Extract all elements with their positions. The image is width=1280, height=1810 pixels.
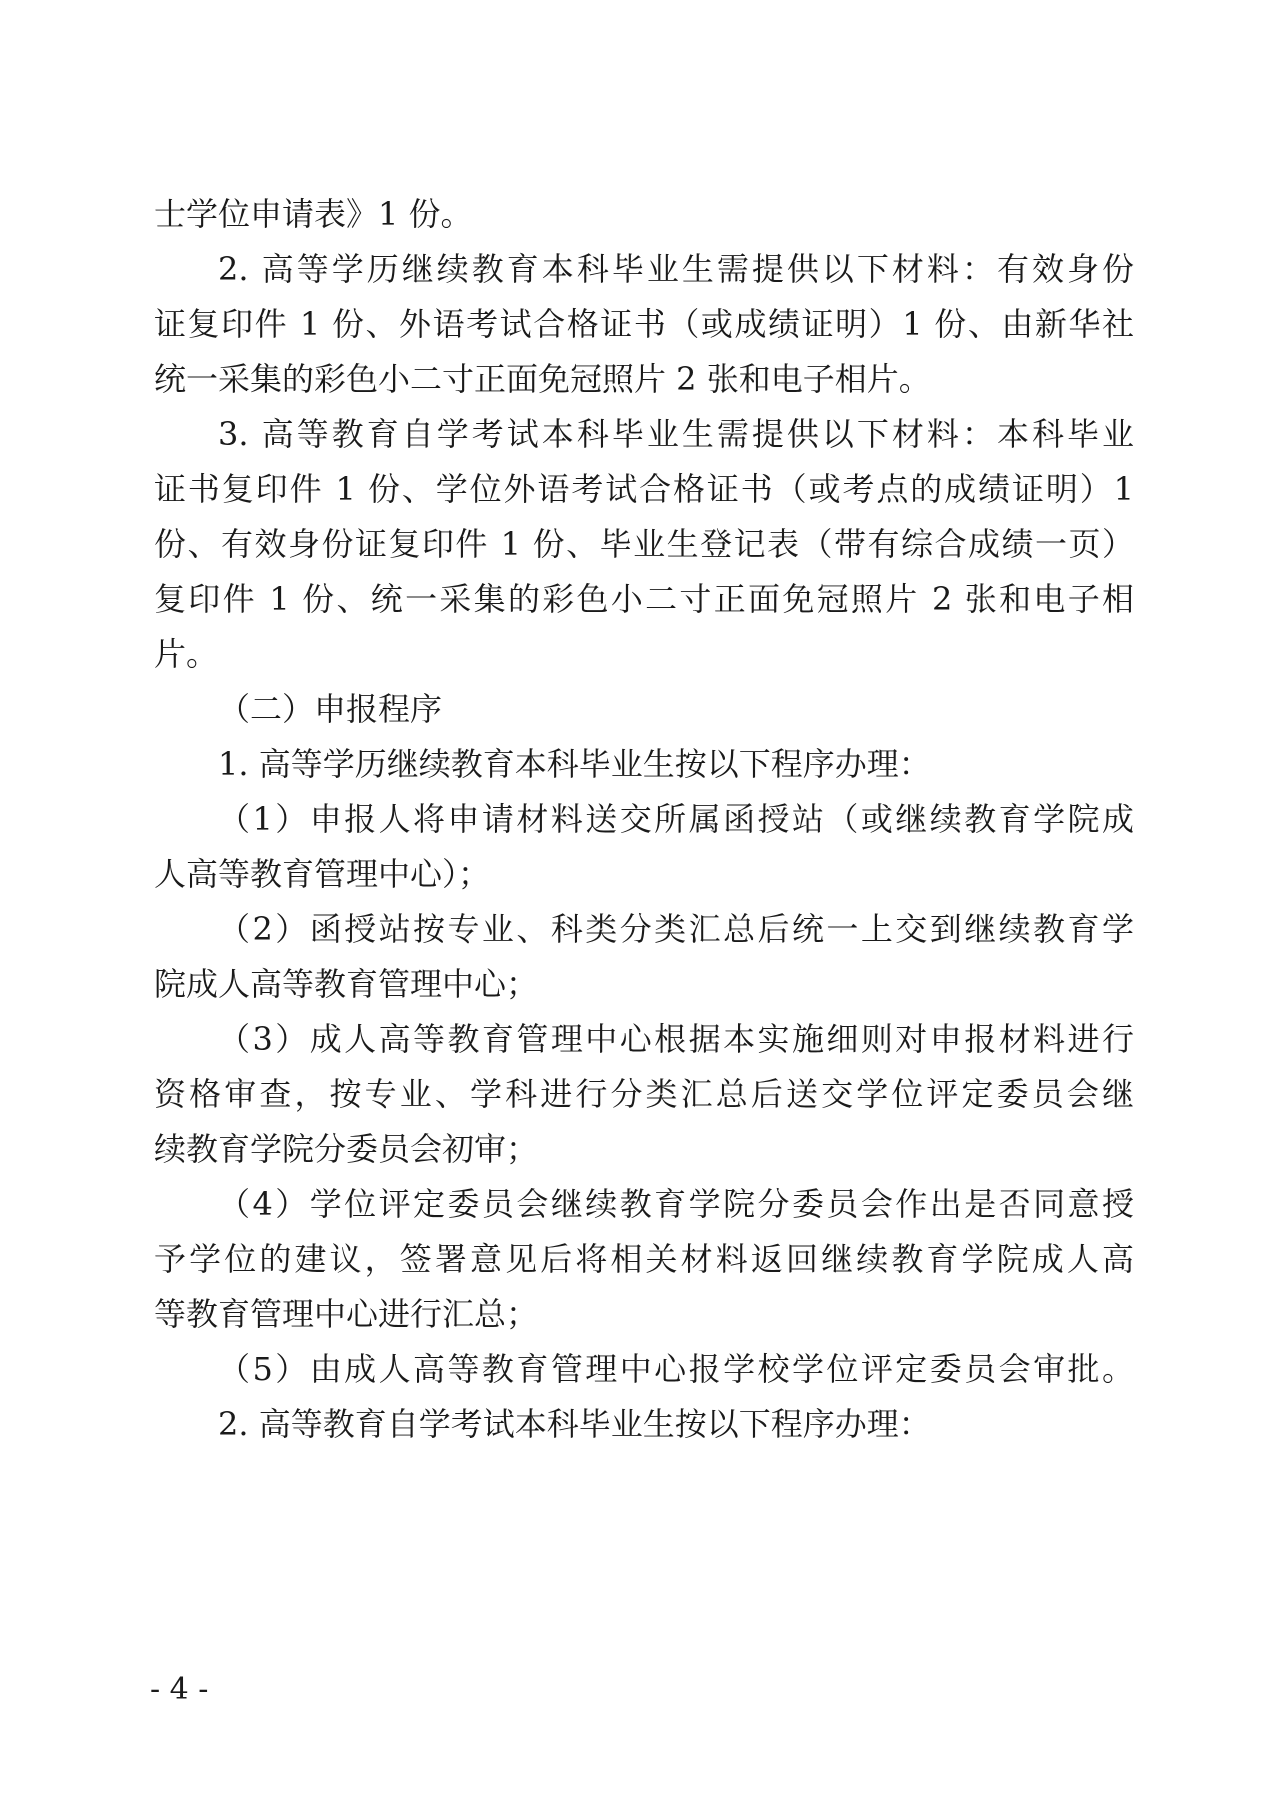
text-line: （5）由成人高等教育管理中心报学校学位评定委员会审批。: [218, 1350, 1134, 1388]
section-heading: （二）申报程序: [218, 690, 443, 728]
text-line: 复印件 1 份、统一采集的彩色小二寸正面免冠照片 2 张和电子相: [154, 580, 1134, 618]
text-line: 人高等教育管理中心）；: [154, 855, 491, 893]
text-line: 院成人高等教育管理中心；: [154, 965, 539, 1003]
text-line: 士学位申请表》1 份。: [154, 195, 473, 233]
text-line: （4）学位评定委员会继续教育学院分委员会作出是否同意授: [218, 1185, 1134, 1223]
text-line: （3）成人高等教育管理中心根据本实施细则对申报材料进行: [218, 1020, 1134, 1058]
text-line: （1）申报人将申请材料送交所属函授站（或继续教育学院成: [218, 800, 1134, 838]
text-line: 2. 高等教育自学考试本科毕业生按以下程序办理：: [218, 1405, 931, 1443]
text-line: 片。: [154, 635, 219, 673]
text-line: 统一采集的彩色小二寸正面免冠照片 2 张和电子相片。: [154, 360, 931, 398]
text-line: 等教育管理中心进行汇总；: [154, 1295, 539, 1333]
page-number: - 4 -: [150, 1672, 209, 1707]
text-line: 份、有效身份证复印件 1 份、毕业生登记表（带有综合成绩一页）: [154, 525, 1134, 563]
text-line: （2）函授站按专业、科类分类汇总后统一上交到继续教育学: [218, 910, 1134, 948]
text-line: 资格审查，按专业、学科进行分类汇总后送交学位评定委员会继: [154, 1075, 1134, 1113]
text-line: 续教育学院分委员会初审；: [154, 1130, 539, 1168]
text-line: 证复印件 1 份、外语考试合格证书（或成绩证明）1 份、由新华社: [154, 305, 1134, 343]
text-line: 3. 高等教育自学考试本科毕业生需提供以下材料：本科毕业: [218, 415, 1134, 453]
text-line: 予学位的建议，签署意见后将相关材料返回继续教育学院成人高: [154, 1240, 1134, 1278]
text-line: 1. 高等学历继续教育本科毕业生按以下程序办理：: [218, 745, 931, 783]
text-line: 证书复印件 1 份、学位外语考试合格证书（或考点的成绩证明）1: [154, 470, 1134, 508]
text-line: 2. 高等学历继续教育本科毕业生需提供以下材料：有效身份: [218, 250, 1134, 288]
